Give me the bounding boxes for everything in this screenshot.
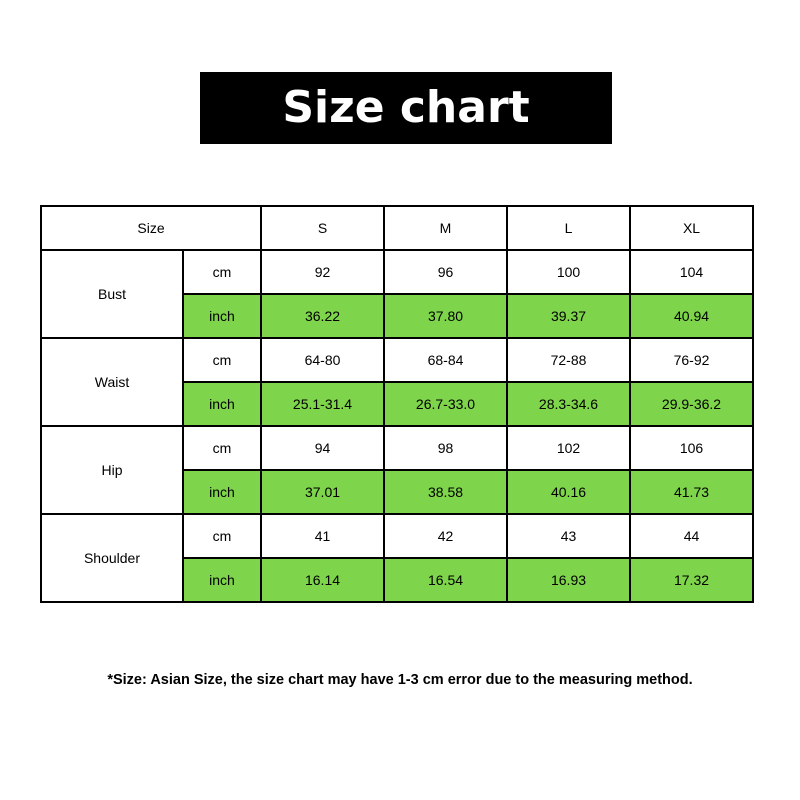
- cell-waist-cm-xl: 76-92: [630, 338, 753, 382]
- cell-bust-cm-l: 100: [507, 250, 630, 294]
- cell-bust-cm-m: 96: [384, 250, 507, 294]
- cell-waist-cm-s: 64-80: [261, 338, 384, 382]
- table-row: [41, 338, 753, 382]
- row-label-shoulder: Shoulder: [41, 514, 183, 602]
- cell-waist-inch-m: 26.7-33.0: [384, 382, 507, 426]
- table-row: [41, 426, 753, 470]
- title-banner: [200, 72, 612, 144]
- unit-cell-waist-inch: inch: [183, 382, 261, 426]
- unit-cell-bust-inch: inch: [183, 294, 261, 338]
- cell-waist-inch-s: 25.1-31.4: [261, 382, 384, 426]
- header-size-s: S: [261, 206, 384, 250]
- cell-bust-cm-s: 92: [261, 250, 384, 294]
- cell-waist-inch-l: 28.3-34.6: [507, 382, 630, 426]
- unit-cell-hip-inch: inch: [183, 470, 261, 514]
- unit-cell-shoulder-inch: inch: [183, 558, 261, 602]
- cell-shoulder-inch-xl: 17.32: [630, 558, 753, 602]
- table-row: [41, 514, 753, 558]
- cell-hip-inch-m: 38.58: [384, 470, 507, 514]
- cell-bust-inch-m: 37.80: [384, 294, 507, 338]
- row-label-bust: Bust: [41, 250, 183, 338]
- cell-shoulder-inch-s: 16.14: [261, 558, 384, 602]
- cell-hip-cm-l: 102: [507, 426, 630, 470]
- size-chart-table-wrap: [40, 205, 752, 603]
- cell-bust-cm-xl: 104: [630, 250, 753, 294]
- header-size-m: M: [384, 206, 507, 250]
- row-label-hip: Hip: [41, 426, 183, 514]
- cell-shoulder-cm-s: 41: [261, 514, 384, 558]
- unit-cell-shoulder-cm: cm: [183, 514, 261, 558]
- cell-hip-cm-m: 98: [384, 426, 507, 470]
- header-size-l: L: [507, 206, 630, 250]
- header-size-label: Size: [41, 206, 261, 250]
- size-chart-table: [40, 205, 754, 603]
- unit-cell-waist-cm: cm: [183, 338, 261, 382]
- cell-hip-cm-xl: 106: [630, 426, 753, 470]
- cell-hip-inch-l: 40.16: [507, 470, 630, 514]
- page-title: Size chart: [282, 82, 530, 133]
- cell-hip-inch-s: 37.01: [261, 470, 384, 514]
- cell-bust-inch-xl: 40.94: [630, 294, 753, 338]
- unit-cell-hip-cm: cm: [183, 426, 261, 470]
- cell-shoulder-inch-l: 16.93: [507, 558, 630, 602]
- cell-shoulder-cm-xl: 44: [630, 514, 753, 558]
- cell-shoulder-cm-m: 42: [384, 514, 507, 558]
- table-header-row: [41, 206, 753, 250]
- cell-hip-inch-xl: 41.73: [630, 470, 753, 514]
- cell-waist-cm-l: 72-88: [507, 338, 630, 382]
- cell-waist-inch-xl: 29.9-36.2: [630, 382, 753, 426]
- row-label-waist: Waist: [41, 338, 183, 426]
- cell-bust-inch-s: 36.22: [261, 294, 384, 338]
- cell-waist-cm-m: 68-84: [384, 338, 507, 382]
- footnote: *Size: Asian Size, the size chart may have 1-3 cm error due to the measuring method.: [107, 672, 693, 688]
- table-row: [41, 250, 753, 294]
- unit-cell-bust-cm: cm: [183, 250, 261, 294]
- header-size-xl: XL: [630, 206, 753, 250]
- cell-bust-inch-l: 39.37: [507, 294, 630, 338]
- cell-shoulder-cm-l: 43: [507, 514, 630, 558]
- cell-hip-cm-s: 94: [261, 426, 384, 470]
- cell-shoulder-inch-m: 16.54: [384, 558, 507, 602]
